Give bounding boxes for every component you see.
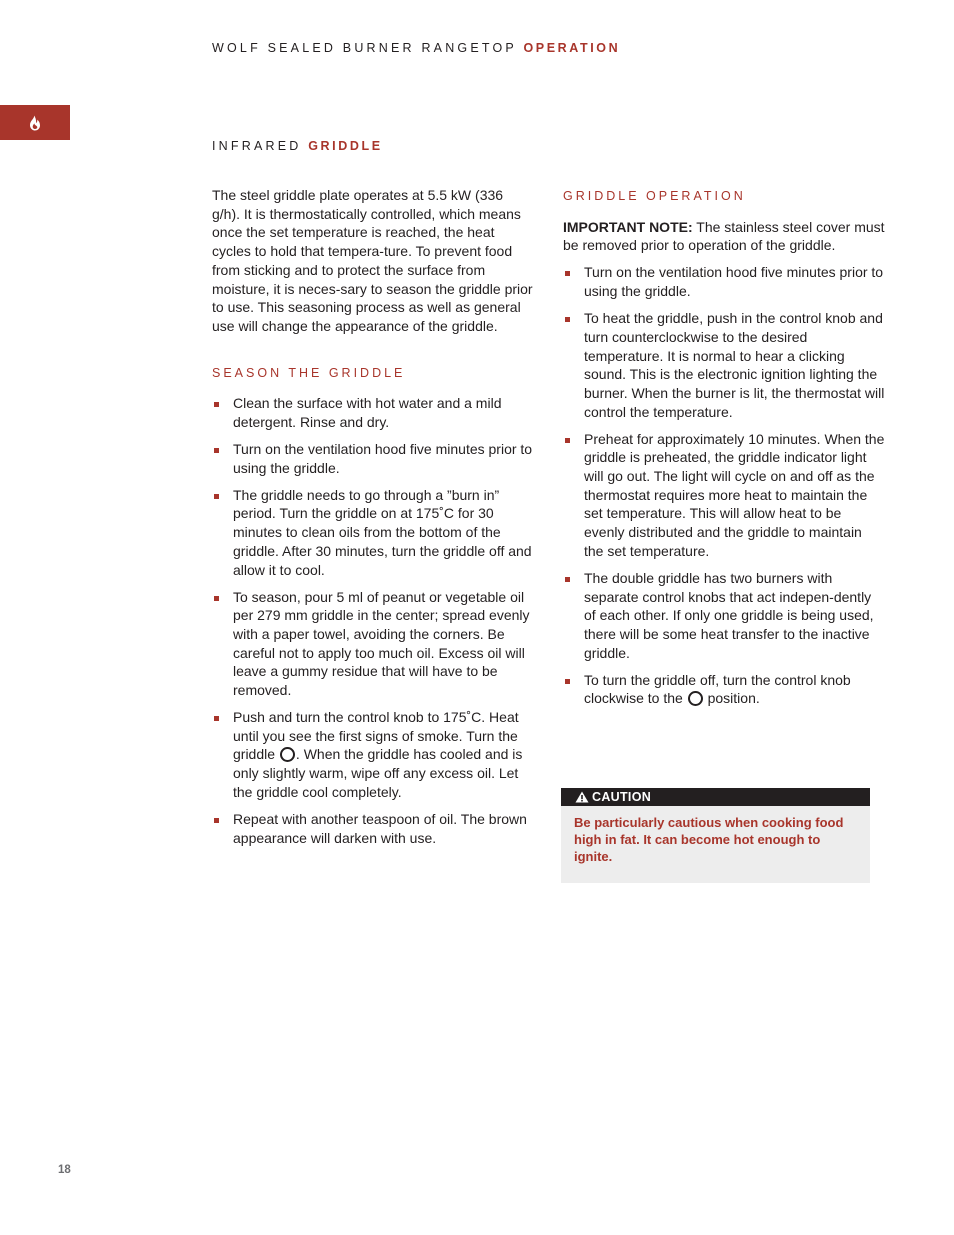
list-item-text: . When the griddle has cooled and is only slightly warm, wipe off any excess oil. Let the griddle cool completely. [233, 746, 523, 800]
list-item: Preheat for approximately 10 minutes. When the griddle is preheated, the griddle indicator light will go out. The light will cycle on and off as the thermostat requires more heat to maintain the set temperature. This will allow heat to be evenly distributed and the griddle to maintain the set temperature. [563, 430, 885, 561]
list-item-text: To turn the griddle off, turn the control knob clockwise to the [584, 671, 851, 707]
list-item: The griddle needs to go through a ”burn in” period. Turn the griddle on at 175˚C for 30 minutes to clean oils from the bottom of the griddle. After 30 minutes, turn the griddle off and allow it to cool. [212, 486, 534, 580]
important-note-label: IMPORTANT NOTE: [563, 218, 693, 235]
off-position-icon [688, 691, 703, 706]
caution-text: Be particularly cautious when cooking food high in fat. It can become hot enough to ignite. [574, 815, 844, 864]
right-column [563, 186, 885, 716]
season-heading: SEASON THE GRIDDLE [212, 365, 406, 380]
intro-paragraph: The steel griddle plate operates at 5.5 kW (336 g/h). It is thermostatically controlled, which means once the set temperature is reached, the heat cycles to hold that tempera-ture. To prevent food from sticking and to protect the surface from moisture, it is neces-sary to season the griddle prior to use. This seasoning process as well as general use will change the appearance of the griddle. [212, 187, 533, 334]
list-item: To heat the griddle, push in the control knob and turn counterclockwise to the desired temperature. It is normal to hear a clicking sound. This is the electronic ignition lighting the burner. When the burner is lit, the thermostat will control the temperature. [563, 309, 885, 421]
caution-box [561, 788, 870, 883]
list-item: Clean the surface with hot water and a mild detergent. Rinse and dry. [212, 394, 534, 431]
list-item: Turn on the ventilation hood five minutes prior to using the griddle. [563, 263, 885, 300]
page-number: 18 [58, 1164, 71, 1176]
important-note [563, 218, 885, 255]
header-section: OPERATION [523, 41, 621, 55]
list-item [212, 708, 534, 802]
caution-label: CAUTION [592, 790, 652, 804]
left-column [212, 186, 534, 856]
list-item: The double griddle has two burners with separate control knobs that act indepen-dently of each other. If only one griddle is being used, there will be some heat transfer to the inactive griddle. [563, 569, 885, 663]
operation-list [563, 263, 885, 708]
section-tab [0, 105, 70, 140]
list-item [563, 671, 885, 708]
running-header [212, 41, 620, 55]
off-position-icon [280, 747, 295, 762]
section-title-prefix: INFRARED [212, 139, 302, 153]
section-title [212, 139, 383, 153]
season-list [212, 394, 534, 847]
list-item-text: Push and turn the control knob to 175˚C. Heat until you see the first signs of smoke. Turn the griddle [233, 709, 519, 763]
operation-heading: GRIDDLE OPERATION [563, 189, 746, 203]
header-title: WOLF SEALED BURNER RANGETOP [212, 41, 517, 55]
caution-header [561, 788, 870, 806]
list-item: Turn on the ventilation hood five minutes prior to using the griddle. [212, 440, 534, 477]
list-item: Repeat with another teaspoon of oil. The brown appearance will darken with use. [212, 810, 534, 847]
list-item: To season, pour 5 ml of peanut or vegetable oil per 279 mm griddle in the center; spread evenly with a paper towel, avoiding the corners. Be careful not to apply too much oil. Excess oil will leave a gummy residue that will have to be removed. [212, 588, 534, 700]
flame-icon [28, 115, 42, 131]
warning-icon [575, 791, 589, 803]
list-item-text: position. [703, 690, 760, 707]
important-note-text: The stainless steel cover must be removed prior to operation of the griddle. [563, 218, 885, 254]
section-title-strong: GRIDDLE [308, 139, 383, 153]
